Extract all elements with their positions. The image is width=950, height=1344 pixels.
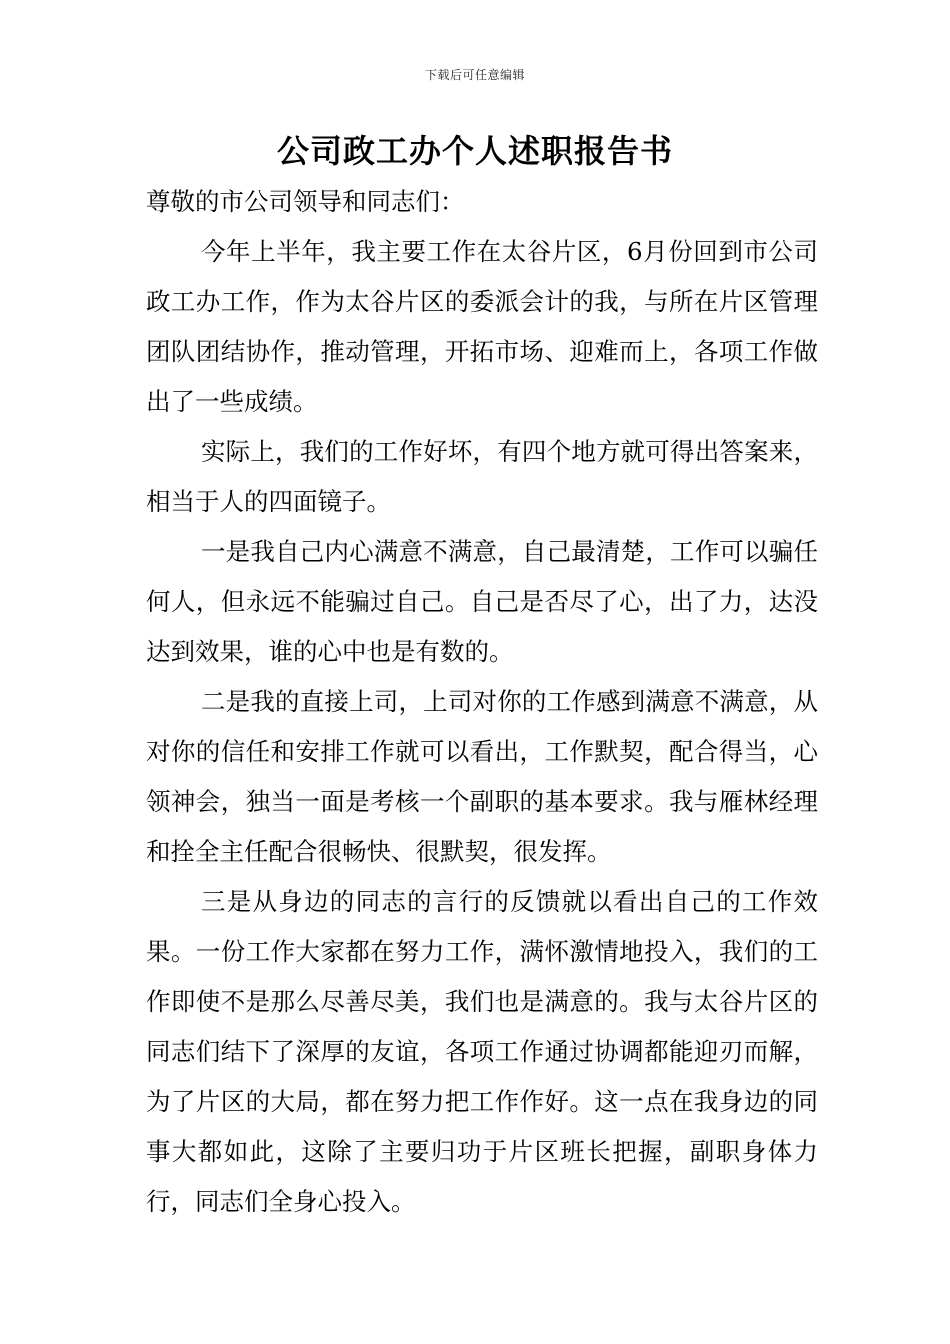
salutation: 尊敬的市公司领导和同志们： [146,187,465,216]
document-body [146,177,818,1227]
header-note: 下载后可任意编辑 [424,68,525,82]
paragraph-1: 今年上半年，我主要工作在太谷片区，6月份回到市公司政工办工作，作为太谷片区的委派会计的我，与所在片区管理团队团结协作，推动管理，开拓市场、迎难而上，各项工作做出了一些成绩。 [146,237,818,416]
paragraph-2: 实际上，我们的工作好坏，有四个地方就可得出答案来，相当于人的四面镜子。 [146,437,818,516]
paragraph-3: 一是我自己内心满意不满意，自己最清楚，工作可以骗任何人，但永远不能骗过自己。自己是否尽了心，出了力，达没达到效果，谁的心中也是有数的。 [146,537,818,666]
paragraph-5: 三是从身边的同志的言行的反馈就以看出自己的工作效果。一份工作大家都在努力工作，满怀激情地投入，我们的工作即使不是那么尽善尽美，我们也是满意的。我与太谷片区的同志们结下了深厚的友谊，各项工作通过协调都能迎刃而解，为了片区的大局，都在努力把工作作好。这一点在我身边的同事大都如此，这除了主要归功于片区班长把握，副职身体力行，同志们全身心投入。 [146,887,818,1216]
paragraph-4: 二是我的直接上司，上司对你的工作感到满意不满意，从对你的信任和安排工作就可以看出，工作默契，配合得当，心领神会，独当一面是考核一个副职的基本要求。我与雁林经理和拴全主任配合很畅快、很默契，很发挥。 [146,687,818,866]
document-title: 公司政工办个人述职报告书 [276,132,673,170]
